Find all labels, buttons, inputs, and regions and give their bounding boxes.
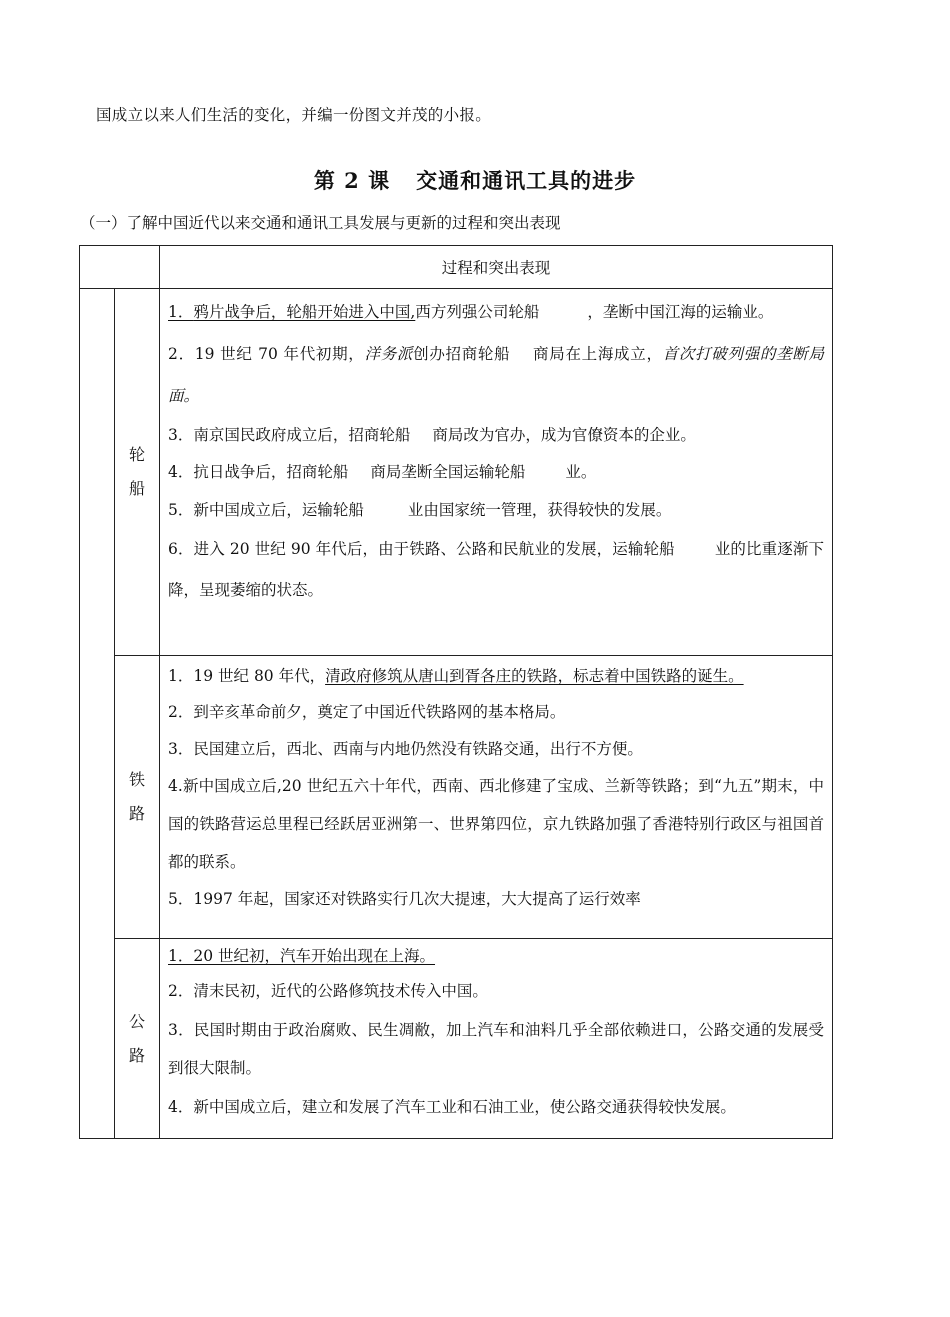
category-rail: [115, 656, 160, 939]
list-item: 1．20 世纪初，汽车开始出现在上海。: [168, 947, 436, 965]
list-item: 5．新中国成立后，运输轮船 业由国家统一管理，获得较快的发展。: [168, 501, 672, 520]
rail-items: [160, 656, 833, 939]
category-road-char-2: 路: [128, 1045, 145, 1065]
category-ship-char-2: 船: [128, 479, 145, 498]
lesson-title: [0, 165, 950, 195]
table-row-rail: [80, 656, 833, 939]
list-item: 3．民国建立后，西北、西南与内地仍然没有铁路交通，出行不方便。: [168, 739, 643, 758]
category-rail-char-1: 铁: [128, 770, 145, 789]
list-item: 3．南京国民政府成立后，招商轮船 商局改为官办，成为官僚资本的企业。: [168, 426, 696, 445]
ship-items: [160, 289, 833, 656]
road-items: [160, 939, 833, 1139]
list-item: 5．1997 年起，国家还对铁路实行几次大提速，大大提高了运行效率: [168, 890, 641, 909]
list-item: 4．新中国成立后，建立和发展了汽车工业和石油工业，使公路交通获得较快发展。: [168, 1098, 736, 1116]
list-item: 6．进入 20 世纪 90 年代后，由于铁路、公路和民航业的发展，运输轮船 业的比重逐渐下降，呈现萎缩的状态。: [168, 540, 824, 600]
table-header: 过程和突出表现: [160, 246, 833, 289]
list-item: 2．清末民初，近代的公路修筑技术传入中国。: [168, 982, 488, 1000]
category-ship-char-1: 轮: [128, 445, 145, 464]
table-row-road: [80, 939, 833, 1139]
lesson-number: 第 2 课: [313, 168, 391, 193]
header-blank-cell: [80, 246, 160, 289]
list-item: 1．19 世纪 80 年代，清政府修筑从唐山到胥各庄的铁路，标志着中国铁路的诞生。: [168, 667, 744, 685]
lesson-name: 交通和通讯工具的进步: [416, 168, 637, 193]
section-heading: （一）了解中国近代以来交通和通讯工具发展与更新的过程和突出表现: [80, 214, 561, 232]
list-item: 2．到辛亥革命前夕，奠定了中国近代铁路网的基本格局。: [168, 703, 566, 722]
category-rail-char-2: 路: [128, 804, 145, 823]
outer-blank-cell: [80, 289, 115, 1139]
category-ship: [115, 289, 160, 656]
intro-text: 国成立以来人们生活的变化，并编一份图文并茂的小报。: [96, 106, 492, 124]
list-item: 4.新中国成立后,20 世纪五六十年代，西南、西北修建了宝成、兰新等铁路；到“九五”期末，中国的铁路营运总里程已经跃居亚洲第一、世界第四位，京九铁路加强了香港特别行政区与祖国首都的联系。: [168, 777, 824, 872]
list-item: 1．鸦片战争后，轮船开始进入中国,西方列强公司轮船 ，垄断中国江海的运输业。: [168, 303, 774, 321]
category-road-char-1: 公: [128, 1011, 145, 1031]
list-item: 4．抗日战争后，招商轮船 商局垄断全国运输轮船 业。: [168, 463, 597, 482]
table-row-ship: [80, 289, 833, 656]
list-item: 3．民国时期由于政治腐败、民生凋敝，加上汽车和油料几乎全部依赖进口，公路交通的发展受到很大限制。: [168, 1021, 824, 1077]
transport-table: [79, 245, 833, 1139]
list-item: 2．19 世纪 70 年代初期，洋务派创办招商轮船 商局在上海成立，首次打破列强的垄断局面。: [168, 345, 824, 405]
table-header-row: [80, 246, 833, 289]
category-road: [115, 939, 160, 1139]
